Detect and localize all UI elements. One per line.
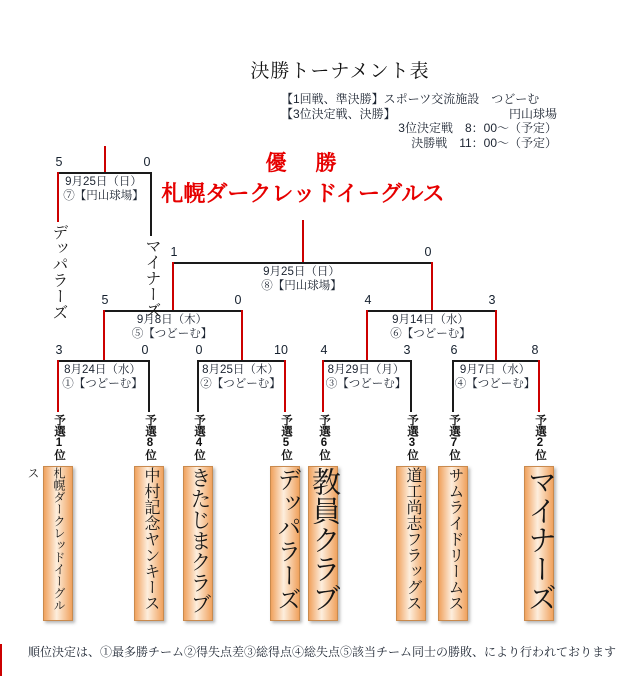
semifinal-2-score-right: 3	[488, 293, 496, 307]
round1-4-line	[452, 360, 540, 362]
round1-1-right-connector	[148, 360, 150, 412]
final-match-date: 9月25日（日）	[263, 266, 340, 278]
semifinal-1-venue: ⑤【つどーむ】	[131, 327, 213, 340]
semifinal-1-score-left: 5	[101, 293, 109, 307]
round1-2-score-right: 10	[274, 343, 288, 357]
final-match-right-connector	[431, 262, 433, 310]
third-place-right-connector	[150, 172, 152, 236]
round1-3-score-left: 4	[320, 343, 328, 357]
third-place-match-venue: ⑦【円山球場】	[63, 189, 144, 202]
team-7-seed-label: 予選7位	[448, 414, 460, 461]
third-place-top-connector	[104, 146, 106, 172]
third-place-match-date-block	[24, 176, 184, 203]
semifinal-1-left-connector	[103, 310, 105, 360]
semifinal-2-line	[366, 310, 497, 312]
round1-4-left-connector	[452, 360, 454, 412]
venue-info	[281, 92, 557, 150]
final-match-date-block	[222, 266, 382, 293]
venue-info-line2-left: 【3位決定戦、決勝】	[281, 106, 396, 121]
round1-1-left-connector	[57, 360, 59, 412]
team-4-seed-label: 予選5位	[280, 414, 292, 461]
final-match-score-left: 1	[170, 245, 178, 259]
team-2-seed-label: 予選8位	[144, 414, 156, 461]
venue-info-line2-right: 円山球場	[508, 106, 557, 121]
team-3-seed-label: 予選4位	[193, 414, 205, 461]
third-place-match-date: 9月25日（日）	[65, 176, 142, 188]
final-match-line	[172, 262, 433, 264]
semifinal-2-right-connector	[495, 310, 497, 360]
round1-2-score-left: 0	[195, 343, 203, 357]
round1-1-score-left: 3	[55, 343, 63, 357]
third-place-left-connector	[57, 172, 59, 222]
round1-3-line	[322, 360, 412, 362]
semifinal-1-right-connector	[241, 310, 243, 360]
venue-info-line4: 決勝戦 11：00～（予定）	[411, 135, 557, 150]
third-place-team-right-name: マイナーズ	[143, 238, 160, 318]
round1-3-left-connector	[322, 360, 324, 412]
team-2-box: 中村記念ヤンキース	[134, 466, 164, 621]
team-5-box: 教員クラブ	[308, 466, 338, 621]
team-8-box: マイナーズ	[524, 466, 554, 621]
third-place-match-score-right: 0	[143, 155, 151, 169]
final-match-venue: ⑧【円山球場】	[261, 279, 342, 292]
round1-4-score-right: 8	[531, 343, 539, 357]
semifinal-2-left-connector	[366, 310, 368, 360]
round1-1-line	[57, 360, 150, 362]
team-1-box: 札幌ダークレッドイーグルス	[43, 466, 73, 621]
round1-1-date: 8月24日（水）	[64, 364, 141, 376]
semifinal-2-date: 9月14日（水）	[392, 314, 469, 326]
venue-info-line1: 【1回戦、準決勝】スポーツ交流施設 つどーむ	[281, 92, 540, 106]
semifinal-2-score-left: 4	[364, 293, 372, 307]
round1-1-score-right: 0	[141, 343, 149, 357]
round1-1-venue: ①【つどーむ】	[62, 377, 143, 390]
team-6-seed-label: 予選3位	[406, 414, 418, 461]
round1-4-date: 9月7日（水）	[459, 364, 531, 376]
team-1-seed-label: 予選1位	[53, 414, 65, 461]
semifinal-1-date: 9月8日（木）	[136, 314, 208, 326]
round1-4-score-left: 6	[450, 343, 458, 357]
page-title: 決勝トーナメント表	[250, 61, 430, 82]
third-place-match-score-left: 5	[55, 155, 63, 169]
team-6-box: 道工尚志フラッグス	[396, 466, 426, 621]
round1-2-line	[197, 360, 286, 362]
round1-3-date: 8月29日（月）	[327, 364, 405, 376]
round1-2-left-connector	[197, 360, 199, 412]
left-edge-red-mark	[0, 644, 2, 676]
semifinal-1-date-block	[92, 314, 252, 341]
round1-1-date-block	[23, 364, 183, 391]
round1-3-right-connector	[410, 360, 412, 412]
round1-4-date-block	[415, 364, 575, 391]
team-4-box: デッパラーズ	[270, 466, 300, 621]
venue-info-line3: 3位決定戦 8：00～（予定）	[398, 121, 557, 135]
round1-4-right-connector	[538, 360, 540, 412]
third-place-team-left-name: デッパラーズ	[50, 224, 67, 320]
semifinal-1-line	[103, 310, 243, 312]
round1-3-venue: ③【つどーむ】	[325, 377, 407, 390]
final-match-left-connector	[172, 262, 174, 310]
champion-label: 優 勝	[265, 152, 341, 175]
third-place-match-line	[57, 172, 152, 174]
final-match-champion-connector	[302, 220, 304, 262]
champion-name: 札幌ダークレッドイーグルス	[161, 181, 445, 206]
team-7-box: サムライドリームス	[438, 466, 468, 621]
round1-2-date: 8月25日（木）	[202, 364, 279, 376]
semifinal-1-score-right: 0	[234, 293, 242, 307]
team-3-box: きたじまクラブ	[183, 466, 213, 621]
ranking-note: 順位決定は、①最多勝チーム②得失点差③総得点④総失点⑤該当チーム同士の勝敗、により行われております	[28, 645, 617, 659]
team-5-seed-label: 予選6位	[318, 414, 330, 461]
final-match-score-right: 0	[424, 245, 432, 259]
round1-4-venue: ④【つどーむ】	[454, 377, 536, 390]
semifinal-2-venue: ⑥【つどーむ】	[390, 327, 471, 340]
semifinal-2-date-block	[351, 314, 511, 341]
venue-info-line2	[281, 107, 557, 122]
round1-3-score-right: 3	[403, 343, 411, 357]
team-8-seed-label: 予選2位	[534, 414, 546, 461]
round1-2-venue: ②【つどーむ】	[200, 377, 281, 390]
